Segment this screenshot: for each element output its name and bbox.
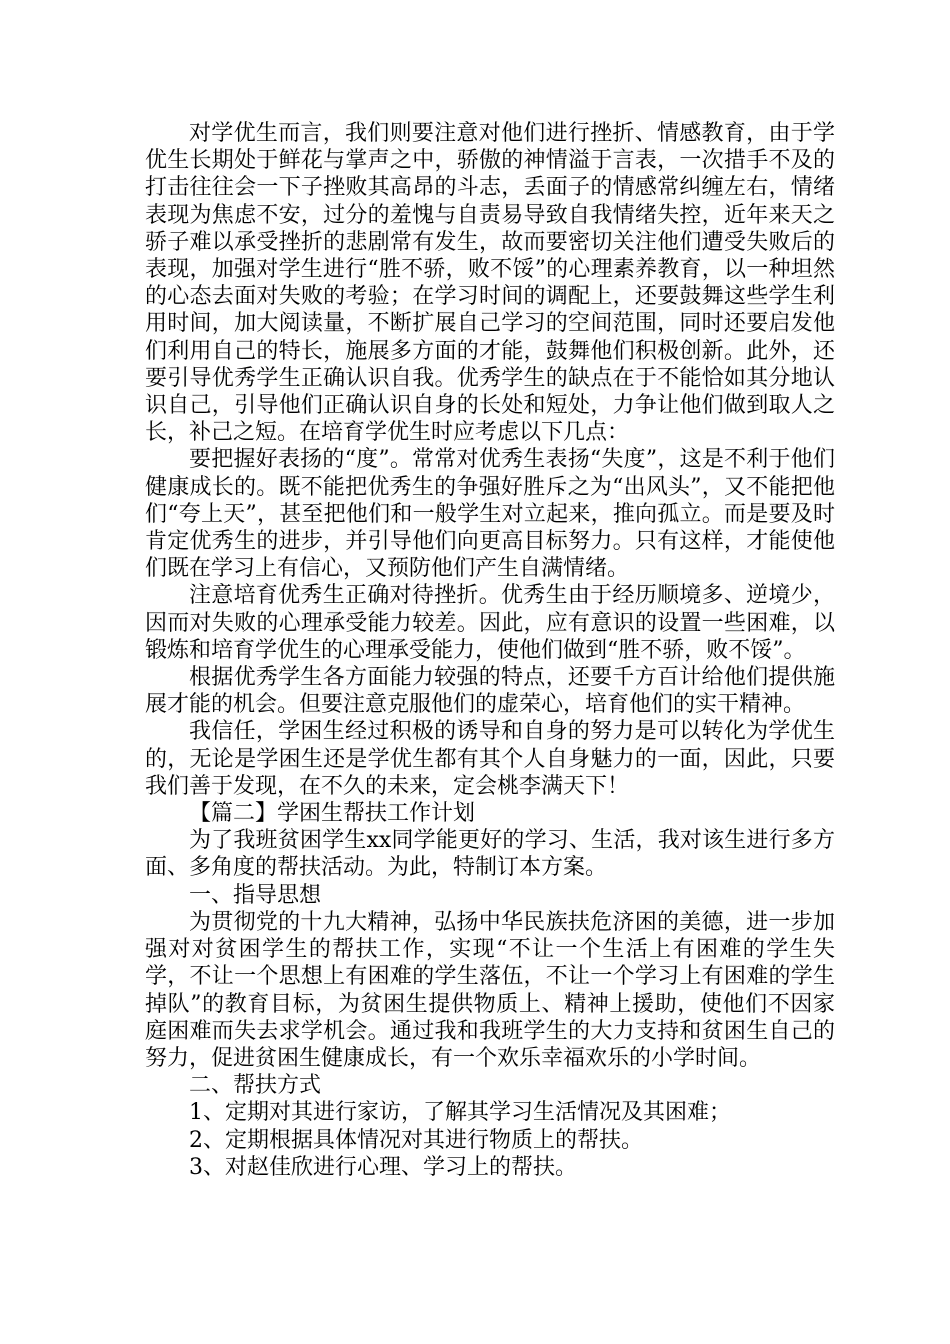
paragraph-guiding-ideology: 为贯彻党的十九大精神，弘扬中华民族扶危济困的美德，进一步加强对对贫困学生的帮扶工作，实现“不让一个生活上有困难的学生失学，不让一个思想上有困难的学生落伍，不让一个学习上有困难的学生掉队”的教育目标，为贫困生提供物质上、精神上援助，使他们不因家庭困难而失去求学机会。通过我和我班学生的大力支持和贫困生自己的努力，促进贫困生健康成长，有一个欢乐幸福欢乐的小学时间。 bbox=[145, 909, 835, 1071]
paragraph-plan-intro: 为了我班贫困学生xx同学能更好的学习、生活，我对该生进行多方面、多角度的帮扶活动。为此，特制订本方案。 bbox=[145, 828, 835, 881]
list-item-method-2: 2、定期根据具体情况对其进行物质上的帮扶。 bbox=[189, 1127, 643, 1153]
heading-guiding-ideology: 一、指导思想 bbox=[189, 882, 322, 908]
paragraph-opportunities: 根据优秀学生各方面能力较强的特点，还要千方百计给他们提供施展才能的机会。但要注意克服他们的虚荣心，培育他们的实干精神。 bbox=[145, 665, 835, 718]
section-heading-part-two: 【篇二】学困生帮扶工作计划 bbox=[189, 801, 476, 827]
heading-assistance-methods: 二、帮扶方式 bbox=[189, 1073, 322, 1099]
paragraph-gifted-students-intro: 对学优生而言，我们则要注意对他们进行挫折、情感教育，由于学优生长期处于鲜花与掌声之中，骄傲的神情溢于言表，一次措手不及的打击往往会一下子挫败其高昂的斗志，丢面子的情感常纠缠左右，情绪表现为焦虑不安，过分的羞愧与自责易导致自我情绪失控，近年来天之骄子难以承受挫折的悲剧常有发生，故而要密切关注他们遭受失败后的表现，加强对学生进行“胜不骄，败不馁”的心理素养教育，以一种坦然的心态去面对失败的考验；在学习时间的调配上，还要鼓舞这些学生利用时间，加大阅读量，不断扩展自己学习的空间范围，同时还要启发他们利用自己的特长，施展多方面的才能，鼓舞他们积极创新。此外，还要引导优秀学生正确认识自我。优秀学生的缺点在于不能恰如其分地认识自己，引导他们正确认识自身的长处和短处，力争让他们做到取人之长，补己之短。在培育学优生时应考虑以下几点： bbox=[145, 121, 835, 446]
list-item-method-3: 3、对赵佳欣进行心理、学习上的帮扶。 bbox=[189, 1154, 577, 1180]
paragraph-handling-setbacks: 注意培育优秀生正确对待挫折。优秀生由于经历顺境多、逆境少，因而对失败的心理承受能力较差。因此，应有意识的设置一些困难，以锻炼和培育学优生的心理承受能力，使他们做到“胜不骄，败不馁”。 bbox=[145, 583, 835, 663]
paragraph-praise-degree: 要把握好表扬的“度”。常常对优秀生表扬“失度”，这是不利于他们健康成长的。既不能把优秀生的争强好胜斥之为“出风头”，又不能把他们“夸上天”，甚至把他们和一般学生对立起来，推向孤立。而是要及时肯定优秀生的进步，并引导他们向更高目标努力。只有这样，才能使他们既在学习上有信心，又预防他们产生自满情绪。 bbox=[145, 447, 835, 582]
list-item-method-1: 1、定期对其进行家访，了解其学习生活情况及其困难； bbox=[189, 1100, 731, 1126]
paragraph-conclusion: 我信任，学困生经过积极的诱导和自身的努力是可以转化为学优生的，无论是学困生还是学优生都有其个人自身魅力的一面，因此，只要我们善于发现，在不久的未来，定会桃李满天下！ bbox=[145, 719, 835, 799]
document-page bbox=[145, 120, 835, 1181]
